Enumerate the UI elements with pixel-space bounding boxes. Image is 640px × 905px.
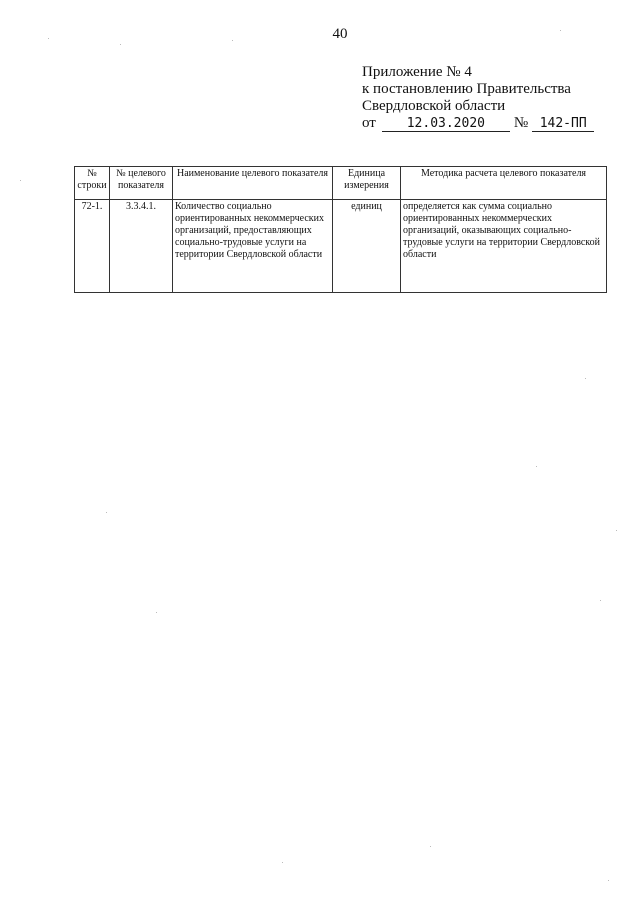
appendix-decree-line: к постановлению Правительства (362, 81, 571, 97)
header-unit: Единица измерения (333, 167, 401, 200)
cell-unit: единиц (333, 200, 401, 293)
scan-speck (20, 180, 21, 181)
scan-speck (600, 600, 601, 601)
cell-indicator-name: Количество социально ориентированных некоммерческих организаций, предоставляющих социально-трудовые услуги на территории Свердловской области (173, 200, 333, 293)
appendix-header (362, 64, 612, 132)
cell-row-number: 72-1. (75, 200, 110, 293)
header-method: Методика расчета целевого показателя (401, 167, 607, 200)
indicator-table (74, 166, 607, 293)
scan-speck (430, 846, 431, 847)
table-header-row (75, 167, 607, 200)
number-prefix: № (513, 115, 529, 131)
scan-speck (232, 40, 233, 41)
appendix-title: Приложение № 4 (362, 64, 472, 80)
page-number: 40 (332, 26, 348, 42)
scan-speck (282, 862, 283, 863)
cell-method: определяется как сумма социально ориентированных некоммерческих организаций, оказывающих социально-трудовые услуги на территории Свердловской области (401, 200, 607, 293)
cell-indicator-number: 3.3.4.1. (110, 200, 173, 293)
decree-date: 12.03.2020 (382, 116, 510, 132)
scan-speck (608, 880, 609, 881)
scan-speck (536, 466, 537, 467)
header-indicator-name: Наименование целевого показателя (173, 167, 333, 200)
appendix-region-line: Свердловской области (362, 98, 506, 114)
decree-number: 142-ПП (532, 116, 594, 132)
date-prefix: от (362, 115, 376, 131)
scan-speck (585, 378, 586, 379)
scan-speck (156, 612, 157, 613)
decree-date-number-line (362, 115, 612, 132)
table-row (75, 200, 607, 293)
scan-speck (616, 530, 617, 531)
header-row-number: № строки (75, 167, 110, 200)
scan-speck (106, 512, 107, 513)
scan-speck (560, 30, 561, 31)
header-indicator-number: № целевого показателя (110, 167, 173, 200)
scan-speck (48, 38, 49, 39)
scan-speck (120, 44, 121, 45)
